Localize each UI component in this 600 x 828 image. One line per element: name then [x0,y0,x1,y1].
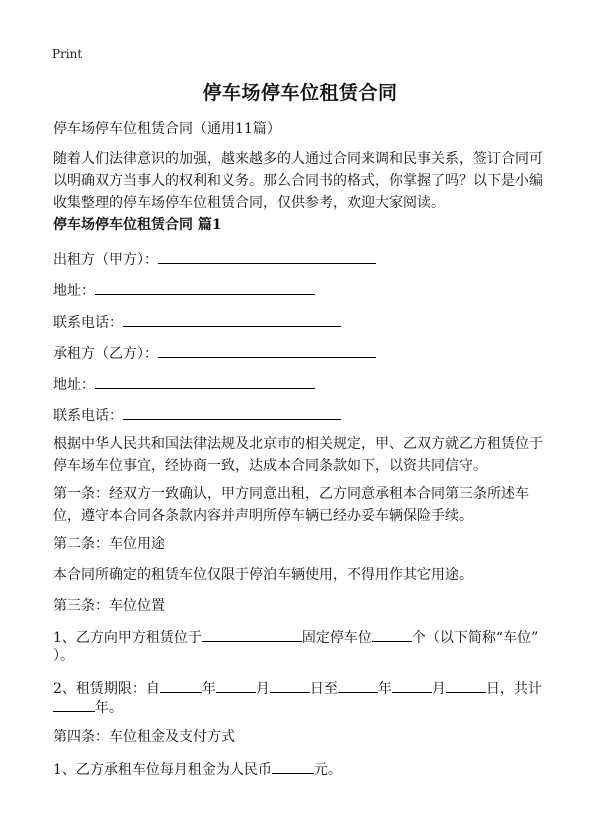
document-subtitle: 停车场停车位租赁合同（通用11篇） [53,121,281,137]
clause3-item2-text: 年 [201,681,216,697]
clause3-item1-text: 个（以下简称“车位” [411,630,539,646]
phone-label: 联系电话： [53,408,123,424]
lessee-label: 承租方（乙方）： [53,346,158,362]
clause3-title: 第三条：车位位置 [53,598,165,614]
lessee-phone-field [53,406,341,424]
start-day-blank[interactable] [270,679,310,693]
start-year-blank[interactable] [160,679,202,693]
document-title: 停车场停车位租赁合同 [202,82,398,104]
lessor-field [53,250,376,268]
clause3-item2-text: 年。 [95,700,123,716]
clause3-item2-text: 日，共计 [485,681,542,697]
rent-blank[interactable] [272,760,314,774]
location-blank[interactable] [202,628,302,642]
end-year-blank[interactable] [338,679,378,693]
intro-paragraph: 随着人们法律意识的加强，越来越多的人通过合同来调和民事关系，签订合同可以明确双方当事人的权利和义务。那么合同书的格式，你掌握了吗？以下是小编收集整理的停车场停车位租赁合同，仅供参考，欢迎大家阅读。 [53,151,543,211]
lessor-phone-field [53,313,341,331]
end-month-blank[interactable] [392,679,432,693]
address-label: 地址： [53,377,95,393]
print-link[interactable]: Print [52,47,83,61]
lessee-phone-blank[interactable] [123,406,341,420]
basis-paragraph: 根据中华人民共和国法律法规及北京市的相关规定，甲、乙双方就乙方租赁位于停车场车位事宜，经协商一致，达成本合同条款如下，以资共同信守。 [53,436,543,474]
lessor-phone-blank[interactable] [123,313,341,327]
lessor-address-field [53,281,315,299]
clause2-title: 第二条：车位用途 [53,536,165,552]
clause4-item1-text: 元。 [313,762,342,778]
clause3-item2-text: 月 [431,681,446,697]
phone-label: 联系电话： [53,315,123,331]
end-day-blank[interactable] [446,679,486,693]
total-years-blank[interactable] [53,698,95,712]
section-heading: 停车场停车位租赁合同 篇1 [53,217,222,233]
clause3-item2-text: 月 [255,681,270,697]
lessor-address-blank[interactable] [95,281,315,295]
lessee-field [53,344,376,362]
clause3-item1-text: 1、乙方向甲方租赁位于 [53,630,202,646]
start-month-blank[interactable] [216,679,256,693]
lessee-blank[interactable] [158,344,376,358]
clause4-item1-text: 1、乙方承租车位每月租金为人民币 [53,762,272,778]
lessee-address-blank[interactable] [95,375,315,389]
clause3-item2-cont [53,698,123,716]
clause1-paragraph: 第一条：经双方一致确认，甲方同意出租，乙方同意承租本合同第三条所述车位，遵守本合同各条款内容并声明所停车辆已经办妥车辆保险手续。 [53,486,529,524]
lessor-blank[interactable] [158,250,376,264]
clause3-item1 [53,628,538,646]
clause3-item1-text: 固定停车位 [301,630,372,646]
clause3-item2 [53,679,542,697]
clause4-title: 第四条：车位租金及支付方式 [53,729,235,745]
clause3-item2-text: 2、租赁期限：自 [53,681,160,697]
clause4-item1 [53,760,342,778]
count-blank[interactable] [372,628,412,642]
clause3-item2-text: 日至 [309,681,338,697]
clause2-text: 本合同所确定的租赁车位仅限于停泊车辆使用，不得用作其它用途。 [53,567,473,583]
lessee-address-field [53,375,315,393]
clause3-item2-text: 年 [377,681,392,697]
address-label: 地址： [53,283,95,299]
clause3-item1-cont: ）。 [53,648,74,664]
lessor-label: 出租方（甲方）： [53,252,158,268]
